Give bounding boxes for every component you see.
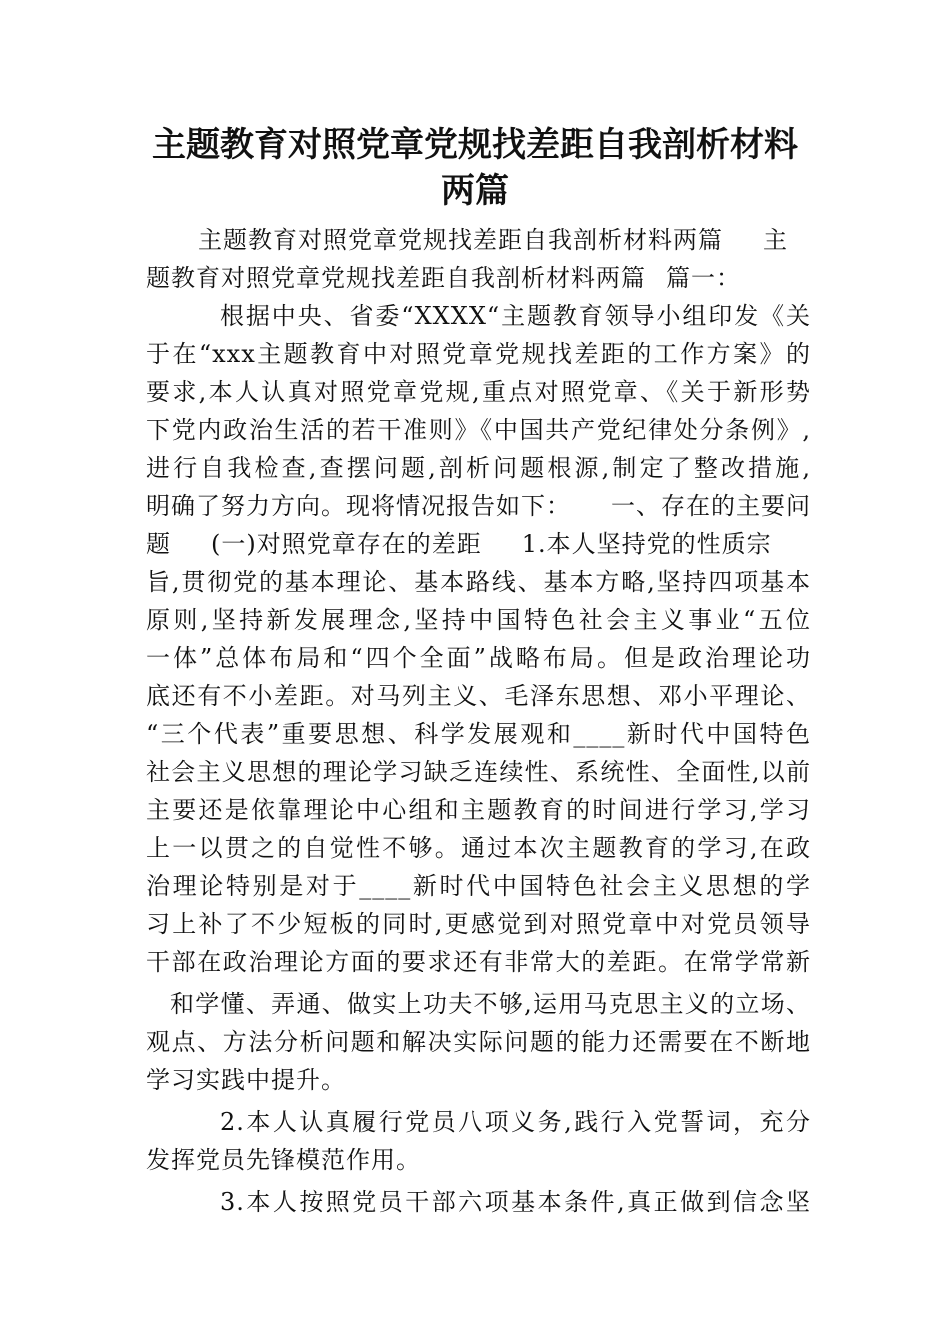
text-line-2: 题教育对照党章党规找差距自我剖析材料两篇 篇一：: [146, 264, 741, 292]
text-line-16: 主要还是依靠理论中心组和主题教育的时间进行学习,学习: [146, 796, 811, 824]
text-line-11: 原则,坚持新发展理念,坚持中国特色社会主义事业“五位: [146, 606, 811, 634]
text-line-9: 题 (一)对照党章存在的差距 1.本人坚持党的性质宗: [146, 530, 772, 558]
text-line-15: 社会主义思想的理论学习缺乏连续性、系统性、全面性,以前: [146, 758, 811, 786]
text-line-5: 要求,本人认真对照党章党规,重点对照党章、《关于新形势: [146, 378, 811, 406]
text-line-1: 主题教育对照党章党规找差距自我剖析材料两篇 主: [198, 226, 788, 254]
text-line-7: 进行自我检查,查摆问题,剖析问题根源,制定了整改措施,: [146, 454, 811, 482]
text-line-12: 一体”总体布局和“四个全面”战略布局。但是政治理论功: [146, 644, 811, 672]
text-line-6: 下党内政治生活的若干准则》《中国共产党纪律处分条例》,: [146, 416, 811, 444]
text-line-22: 观点、方法分析问题和解决实际问题的能力还需要在不断地: [146, 1028, 811, 1056]
text-line-17: 上一以贯之的自觉性不够。通过本次主题教育的学习,在政: [146, 834, 811, 862]
text-line-13: 底还有不小差距。对马列主义、毛泽东思想、邓小平理论、: [146, 682, 811, 710]
text-line-26: 3.本人按照党员干部六项基本条件,真正做到信念坚: [220, 1188, 811, 1216]
text-line-10: 旨,贯彻党的基本理论、基本路线、基本方略,坚持四项基本: [146, 568, 811, 596]
document-title-line-2: 两篇: [441, 171, 509, 211]
text-line-21: 和学懂、弄通、做实上功夫不够,运用马克思主义的立场、: [170, 990, 811, 1018]
text-line-3: 根据中央、省委“XXXX“主题教育领导小组印发《关: [220, 302, 811, 330]
text-line-4: 于在“xxx主题教育中对照党章党规找差距的工作方案》的: [146, 340, 811, 368]
text-line-8: 明确了努力方向。现将情况报告如下： 一、存在的主要问: [146, 492, 811, 520]
text-line-25: 发挥党员先锋模范作用。: [146, 1146, 421, 1174]
text-line-23: 学习实践中提升。: [146, 1066, 346, 1094]
text-line-18: 治理论特别是对于____新时代中国特色社会主义思想的学: [146, 872, 811, 900]
text-line-14: “三个代表”重要思想、科学发展观和____新时代中国特色: [146, 720, 811, 748]
text-line-20: 干部在政治理论方面的要求还有非常大的差距。在常学常新: [146, 948, 811, 976]
text-line-24: 2.本人认真履行党员八项义务,践行入党誓词，充分: [220, 1108, 811, 1136]
text-line-19: 习上补了不少短板的同时,更感觉到对照党章中对党员领导: [146, 910, 811, 938]
document-title-line-1: 主题教育对照党章党规找差距自我剖析材料: [152, 125, 798, 165]
